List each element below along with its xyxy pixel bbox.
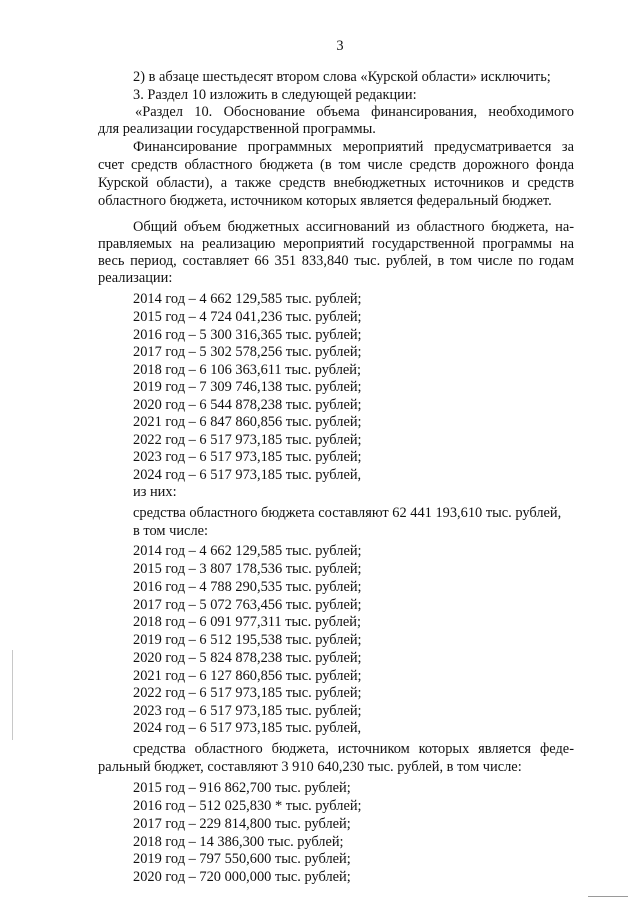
- regional-intro-line-1: средства областного бюджета составляют 62 441 193,610 тыс. рублей,: [133, 505, 562, 521]
- paragraph-2-line-4: реализации:: [98, 270, 173, 286]
- list-item: 2023 год – 6 517 973,185 тыс. рублей;: [133, 449, 362, 465]
- section-title-line-1: «Раздел 10. Обоснование объема финансирования, необходимого: [135, 104, 574, 120]
- paragraph-1-line-1: Финансирование программных мероприятий предусматривается за: [133, 139, 574, 155]
- page-number: 3: [336, 38, 344, 54]
- paragraph-2-line-2: правляемых на реализацию мероприятий государственной программы на: [98, 236, 574, 252]
- paragraph-1-line-4: областного бюджета, источником которых является федеральный бюджет.: [98, 193, 552, 209]
- paragraph-2-line-3: весь период, составляет 66 351 833,840 тыс. рублей, в том числе по годам: [98, 253, 574, 269]
- list-item: 2015 год – 4 724 041,236 тыс. рублей;: [133, 309, 362, 325]
- section-title-line-2: для реализации государственной программы.: [98, 121, 376, 137]
- list-item: 2016 год – 512 025,830 * тыс. рублей;: [133, 798, 362, 814]
- list-item: 2017 год – 5 072 763,456 тыс. рублей;: [133, 597, 362, 613]
- list-item: 2022 год – 6 517 973,185 тыс. рублей;: [133, 685, 362, 701]
- list-item: 2021 год – 6 847 860,856 тыс. рублей;: [133, 414, 362, 430]
- list-item-3: 3. Раздел 10 изложить в следующей редакции:: [133, 87, 417, 103]
- list-item: 2024 год – 6 517 973,185 тыс. рублей,: [133, 720, 362, 736]
- list-item: 2019 год – 7 309 746,138 тыс. рублей;: [133, 379, 362, 395]
- list-item: 2016 год – 5 300 316,365 тыс. рублей;: [133, 327, 362, 343]
- list-item: 2020 год – 720 000,000 тыс. рублей;: [133, 869, 351, 885]
- list-item: 2023 год – 6 517 973,185 тыс. рублей;: [133, 703, 362, 719]
- scan-edge-mark: [588, 896, 628, 897]
- list-item: 2018 год – 14 386,300 тыс. рублей;: [133, 834, 344, 850]
- list-item: 2020 год – 5 824 878,238 тыс. рублей;: [133, 650, 362, 666]
- list-item: 2019 год – 797 550,600 тыс. рублей;: [133, 851, 351, 867]
- paragraph-1-line-3: Курской области), а также средств внебюджетных источников и средств: [98, 175, 574, 191]
- of-them-label: из них:: [133, 484, 177, 500]
- regional-intro-line-2: в том числе:: [133, 523, 209, 539]
- list-item: 2016 год – 4 788 290,535 тыс. рублей;: [133, 579, 362, 595]
- list-item: 2022 год – 6 517 973,185 тыс. рублей;: [133, 432, 362, 448]
- list-item: 2024 год – 6 517 973,185 тыс. рублей,: [133, 467, 362, 483]
- list-item: 2018 год – 6 091 977,311 тыс. рублей;: [133, 614, 362, 630]
- list-item: 2020 год – 6 544 878,238 тыс. рублей;: [133, 397, 362, 413]
- list-item: 2018 год – 6 106 363,611 тыс. рублей;: [133, 362, 362, 378]
- paragraph-2-line-1: Общий объем бюджетных ассигнований из областного бюджета, на-: [133, 219, 574, 235]
- federal-intro-line-1: средства областного бюджета, источником которых является феде-: [133, 741, 574, 757]
- federal-intro-line-2: ральный бюджет, составляют 3 910 640,230 тыс. рублей, в том числе:: [98, 759, 522, 775]
- list-item: 2019 год – 6 512 195,538 тыс. рублей;: [133, 632, 362, 648]
- list-item: 2014 год – 4 662 129,585 тыс. рублей;: [133, 291, 362, 307]
- list-item: 2015 год – 916 862,700 тыс. рублей;: [133, 780, 351, 796]
- list-item: 2017 год – 229 814,800 тыс. рублей;: [133, 816, 351, 832]
- list-item-2: 2) в абзаце шестьдесят втором слова «Курской области» исключить;: [133, 69, 551, 85]
- list-item: 2014 год – 4 662 129,585 тыс. рублей;: [133, 543, 362, 559]
- list-item: 2015 год – 3 807 178,536 тыс. рублей;: [133, 561, 362, 577]
- list-item: 2017 год – 5 302 578,256 тыс. рублей;: [133, 344, 362, 360]
- scan-edge-mark: [12, 650, 13, 740]
- paragraph-1-line-2: счет средств областного бюджета (в том числе средств дорожного фонда: [98, 157, 574, 173]
- list-item: 2021 год – 6 127 860,856 тыс. рублей;: [133, 668, 362, 684]
